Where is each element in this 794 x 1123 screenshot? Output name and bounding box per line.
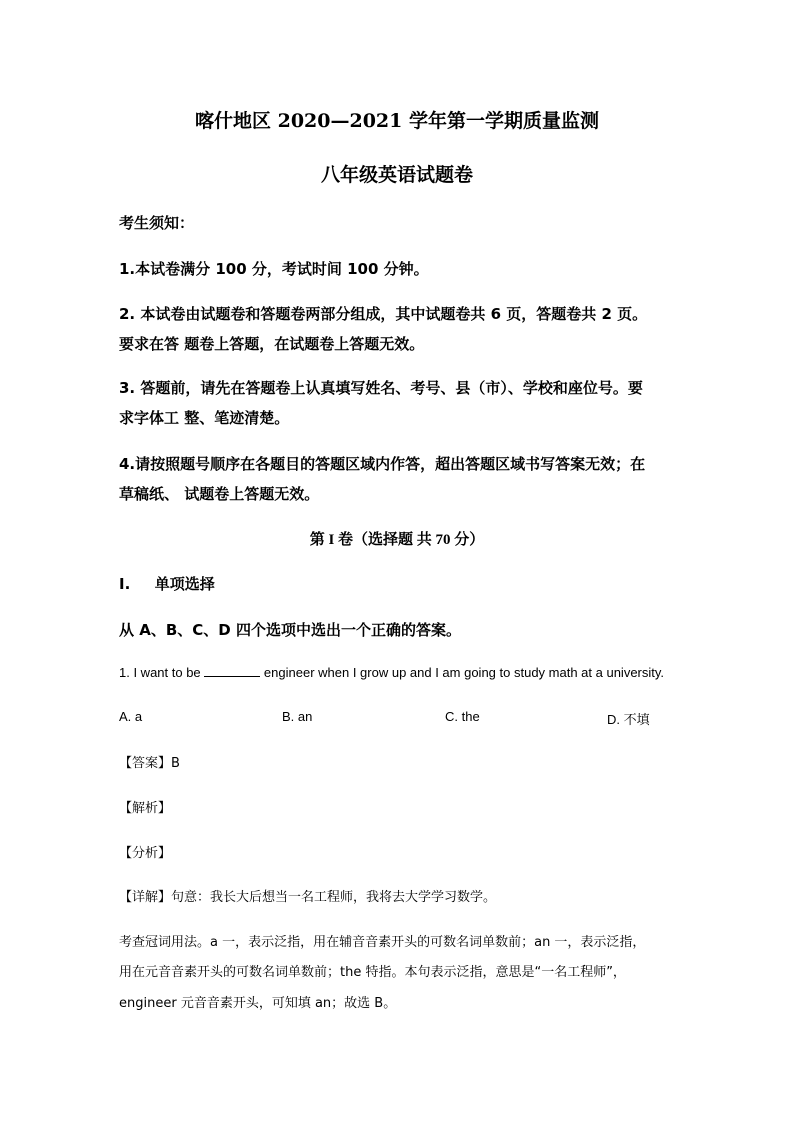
option-a: A. a xyxy=(119,709,143,724)
answer-label: 【答案】 xyxy=(119,756,172,771)
notice-item-2-line-2: 要求在答 题卷上答题，在试题卷上答题无效。 xyxy=(119,335,425,353)
question-1-stem-before: 1. I want to be xyxy=(119,665,201,680)
part-instruction: 从 A、B、C、D 四个选项中选出一个正确的答案。 xyxy=(119,621,461,639)
notice-item-3-line-2: 求字体工 整、笔迹清楚。 xyxy=(119,409,290,427)
question-1-stem-after: engineer when I grow up and I am going to study math at a university. xyxy=(263,665,665,680)
answer-blank xyxy=(204,664,260,677)
notice-item-2-line-1: 2. 本试卷由试题卷和答题卷两部分组成，其中试题卷共 6 页，答题卷共 2 页。 xyxy=(119,305,648,323)
document-subtitle: 八年级英语试题卷 xyxy=(320,164,473,186)
option-c: C. the xyxy=(445,709,480,724)
notice-item-4-line-1: 4.请按照题号顺序在各题目的答题区域内作答，超出答题区域书写答案无效；在 xyxy=(119,455,646,473)
notice-heading: 考生须知： xyxy=(119,214,195,232)
document-title: 喀什地区 2020—2021 学年第一学期质量监测 xyxy=(195,110,599,132)
option-d: D. 不填 xyxy=(607,712,650,727)
fenxi-label: 【分析】 xyxy=(119,846,172,861)
answer-line xyxy=(119,752,180,771)
explanation-line-2: 用在元音音素开头的可数名词单数前；the 特指。本句表示泛指，意思是“一名工程师”， xyxy=(119,965,626,980)
option-b: B. an xyxy=(282,709,313,724)
part-heading xyxy=(119,573,215,594)
part-number: I. xyxy=(119,575,131,593)
explanation-line-1: 考查冠词用法。a 一，表示泛指，用在辅音音素开头的可数名词单数前；an 一，表示泛指， xyxy=(119,935,646,950)
detail-text: 句意：我长大后想当一名工程师，我将去大学学习数学。 xyxy=(171,890,497,905)
explanation-line-3: engineer 元音音素开头，可知填 an；故选 B。 xyxy=(119,996,397,1011)
question-1-stem xyxy=(119,664,664,680)
detail-label: 【详解】 xyxy=(119,890,172,905)
notice-item-1: 1.本试卷满分 100 分，考试时间 100 分钟。 xyxy=(119,260,429,278)
part-title: 单项选择 xyxy=(154,575,215,593)
section-title: 第 I 卷（选择题 共 70 分） xyxy=(309,532,485,548)
notice-item-3-line-1: 3. 答题前，请先在答题卷上认真填写姓名、考号、县（市）、学校和座位号。要 xyxy=(119,379,643,397)
detail-line xyxy=(119,886,496,905)
analysis-label: 【解析】 xyxy=(119,801,172,816)
answer-value: B xyxy=(171,756,180,771)
notice-item-4-line-2: 草稿纸、 试题卷上答题无效。 xyxy=(119,485,320,503)
